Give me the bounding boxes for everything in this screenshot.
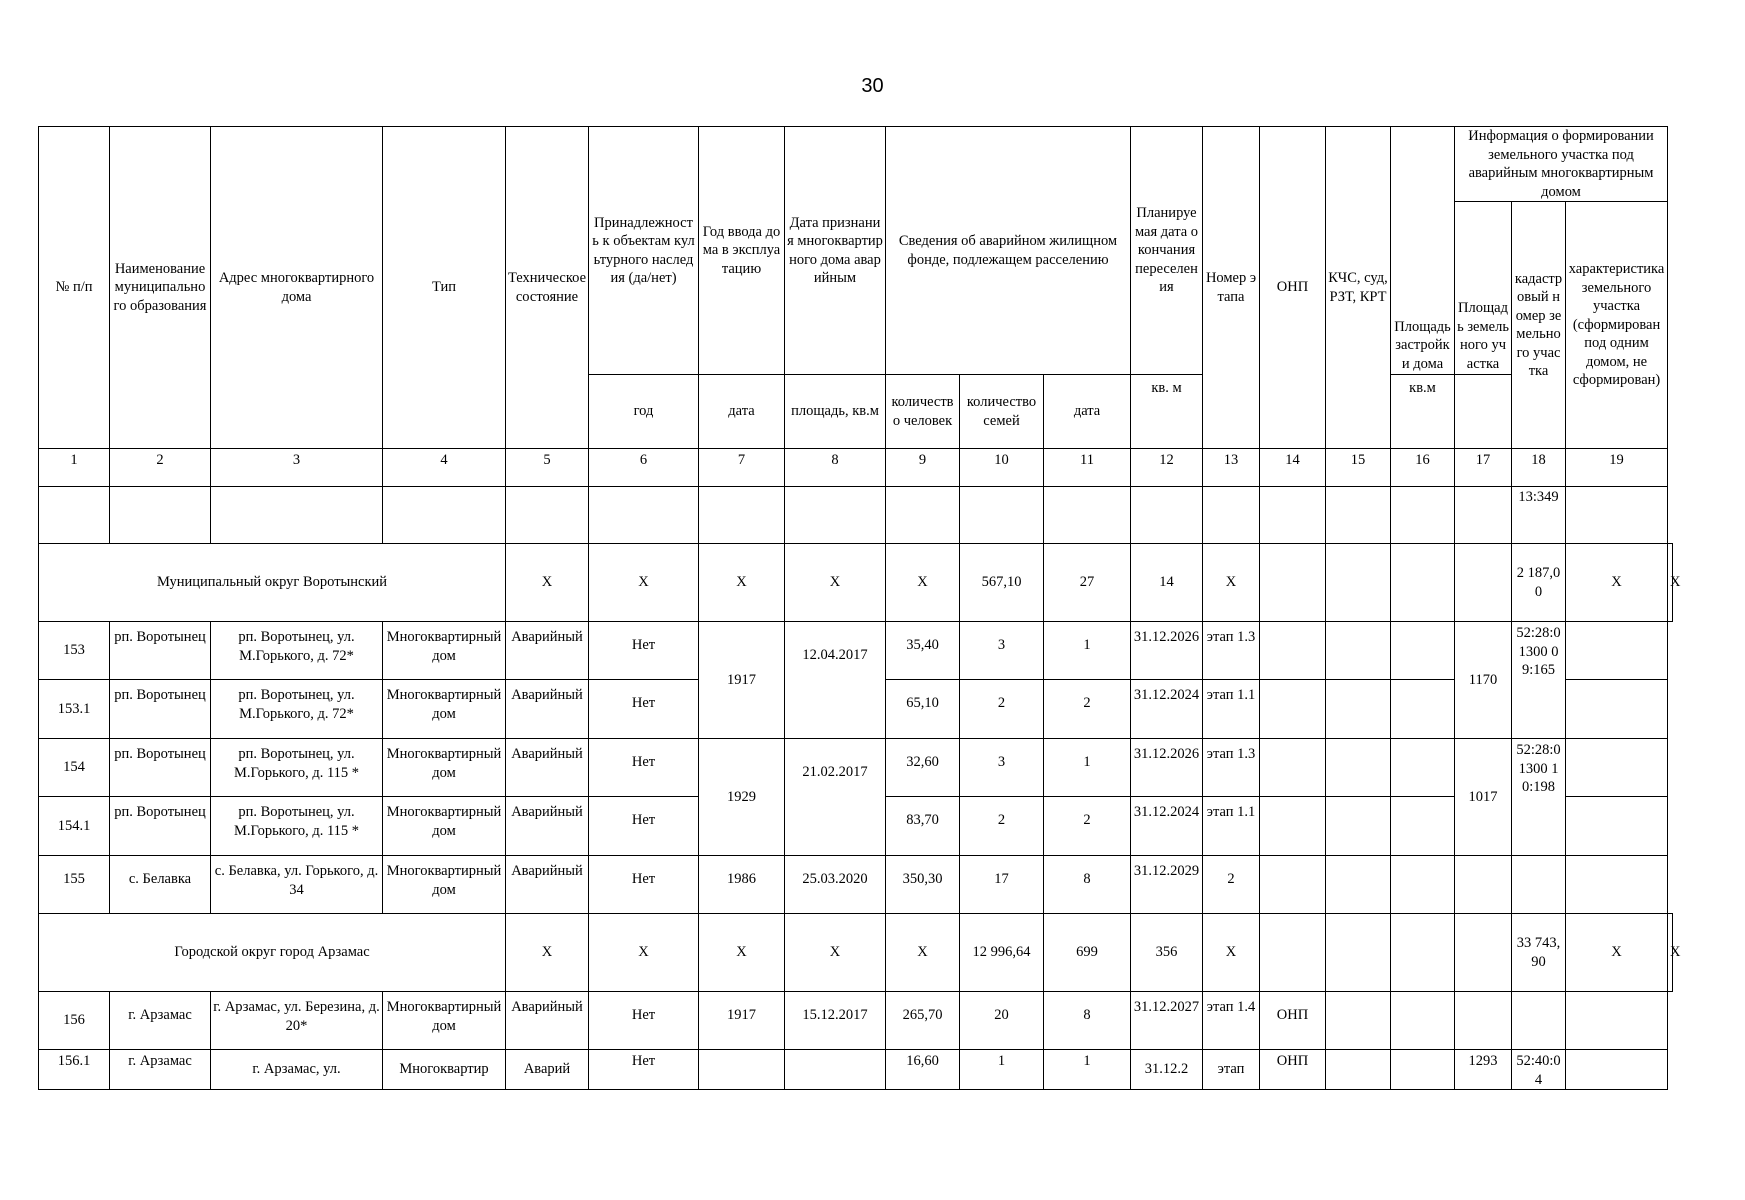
row-heritage: Нет bbox=[589, 1050, 699, 1090]
row-cadastral: 52:40:04 bbox=[1512, 1050, 1566, 1090]
header-number: № п/п bbox=[39, 127, 110, 449]
column-number: 10 bbox=[960, 449, 1044, 487]
row-year: 1917 bbox=[699, 622, 785, 739]
housing-registry-table bbox=[38, 126, 1681, 1090]
row-address: рп. Воротынец, ул. М.Горького, д. 72* bbox=[211, 622, 383, 680]
row-area: 350,30 bbox=[886, 856, 960, 914]
row-onp: ОНП bbox=[1260, 992, 1326, 1050]
table-row bbox=[39, 856, 1673, 914]
row-onp bbox=[1260, 680, 1326, 739]
cell bbox=[1391, 914, 1455, 992]
row-land-characteristic bbox=[1566, 622, 1668, 680]
row-recog-date bbox=[785, 1050, 886, 1090]
table-row bbox=[39, 1050, 1673, 1090]
table-row bbox=[39, 992, 1673, 1050]
row-number: 154 bbox=[39, 739, 110, 797]
row-kchs bbox=[1326, 622, 1391, 680]
row-people: 3 bbox=[960, 739, 1044, 797]
row-area: 83,70 bbox=[886, 797, 960, 856]
row-state: Аварийный bbox=[506, 680, 589, 739]
column-number: 7 bbox=[699, 449, 785, 487]
column-number: 9 bbox=[886, 449, 960, 487]
row-number: 156 bbox=[39, 992, 110, 1050]
group-cadastral: X bbox=[1566, 544, 1668, 622]
row-kchs bbox=[1326, 680, 1391, 739]
row-planned-date: 31.12.2026 bbox=[1131, 622, 1203, 680]
cell bbox=[1203, 487, 1260, 544]
group-land-characteristic: X bbox=[1668, 914, 1673, 992]
row-kchs bbox=[1326, 856, 1391, 914]
row-heritage: Нет bbox=[589, 680, 699, 739]
group-type: X bbox=[506, 544, 589, 622]
row-planned-date: 31.12.2024 bbox=[1131, 797, 1203, 856]
row-land-characteristic bbox=[1566, 856, 1668, 914]
row-cadastral: 52:28:01300 10:198 bbox=[1512, 739, 1566, 856]
group-name: Муниципальный округ Воротынский bbox=[39, 544, 506, 622]
column-number: 14 bbox=[1260, 449, 1326, 487]
group-planned-date: X bbox=[1203, 914, 1260, 992]
column-number: 18 bbox=[1512, 449, 1566, 487]
cell bbox=[886, 487, 960, 544]
row-year: 1917 bbox=[699, 992, 785, 1050]
header-municipality: Наименование муниципального образования bbox=[110, 127, 211, 449]
cell bbox=[1455, 914, 1512, 992]
row-area: 265,70 bbox=[886, 992, 960, 1050]
row-state: Аварийный bbox=[506, 622, 589, 680]
row-people: 2 bbox=[960, 680, 1044, 739]
group-row bbox=[39, 544, 1673, 622]
group-recog-date: X bbox=[886, 544, 960, 622]
row-stage: этап 1.3 bbox=[1203, 739, 1260, 797]
header-emergency-fund: Сведения об аварийном жилищном фонде, подлежащем расселению bbox=[886, 127, 1131, 375]
row-kchs bbox=[1326, 992, 1391, 1050]
column-number: 1 bbox=[39, 449, 110, 487]
cell bbox=[211, 487, 383, 544]
cell bbox=[110, 487, 211, 544]
header-sub-families: количество семей bbox=[960, 375, 1044, 449]
row-cadastral bbox=[1512, 856, 1566, 914]
cell bbox=[785, 487, 886, 544]
row-land-area: 1170 bbox=[1455, 622, 1512, 739]
row-building-area bbox=[1391, 622, 1455, 680]
row-state: Аварийный bbox=[506, 797, 589, 856]
group-area: 567,10 bbox=[960, 544, 1044, 622]
column-number: 5 bbox=[506, 449, 589, 487]
row-people: 3 bbox=[960, 622, 1044, 680]
row-land-area bbox=[1455, 992, 1512, 1050]
header-heritage: Принадлежность к объектам культурного наследия (да/нет) bbox=[589, 127, 699, 375]
table-row bbox=[39, 622, 1673, 680]
row-heritage: Нет bbox=[589, 622, 699, 680]
row-kchs bbox=[1326, 739, 1391, 797]
row-municipality: рп. Воротынец bbox=[110, 797, 211, 856]
group-people: 699 bbox=[1044, 914, 1131, 992]
column-number: 17 bbox=[1455, 449, 1512, 487]
row-state: Аварийный bbox=[506, 992, 589, 1050]
column-number: 6 bbox=[589, 449, 699, 487]
group-state: X bbox=[589, 544, 699, 622]
row-stage: 2 bbox=[1203, 856, 1260, 914]
header-onp: ОНП bbox=[1260, 127, 1326, 449]
header-sub-year: год bbox=[589, 375, 699, 449]
column-number: 8 bbox=[785, 449, 886, 487]
row-kchs bbox=[1326, 1050, 1391, 1090]
cell bbox=[1260, 544, 1326, 622]
row-land-area bbox=[1455, 856, 1512, 914]
row-families: 1 bbox=[1044, 622, 1131, 680]
row-onp bbox=[1260, 856, 1326, 914]
row-type: Многоквартирный дом bbox=[383, 856, 506, 914]
header-recognition-date: Дата признания многоквартирного дома аварийным bbox=[785, 127, 886, 375]
column-number: 12 bbox=[1131, 449, 1203, 487]
row-recog-date: 15.12.2017 bbox=[785, 992, 886, 1050]
row-onp bbox=[1260, 622, 1326, 680]
header-planned-date: Планируемая дата окончания переселения bbox=[1131, 127, 1203, 375]
row-number: 154.1 bbox=[39, 797, 110, 856]
cell bbox=[1260, 487, 1326, 544]
cell bbox=[1455, 544, 1512, 622]
row-families: 1 bbox=[1044, 739, 1131, 797]
group-people: 27 bbox=[1044, 544, 1131, 622]
cell bbox=[589, 487, 699, 544]
group-state: X bbox=[589, 914, 699, 992]
row-land-characteristic bbox=[1566, 680, 1668, 739]
group-land-area: 2 187,00 bbox=[1512, 544, 1566, 622]
group-heritage: X bbox=[699, 914, 785, 992]
row-year: 1929 bbox=[699, 739, 785, 856]
row-heritage: Нет bbox=[589, 992, 699, 1050]
row-area: 16,60 bbox=[886, 1050, 960, 1090]
header-stage: Номер этапа bbox=[1203, 127, 1260, 449]
header-cadastral: кадастровый номер земельного участка bbox=[1512, 202, 1566, 449]
row-onp: ОНП bbox=[1260, 1050, 1326, 1090]
cell bbox=[1326, 914, 1391, 992]
row-people: 17 bbox=[960, 856, 1044, 914]
group-year: X bbox=[785, 914, 886, 992]
header-kchs: КЧС, суд, РЗТ, КРТ bbox=[1326, 127, 1391, 449]
row-people: 2 bbox=[960, 797, 1044, 856]
header-type: Тип bbox=[383, 127, 506, 449]
group-type: X bbox=[506, 914, 589, 992]
column-number: 19 bbox=[1566, 449, 1668, 487]
row-type: Многоквартир bbox=[383, 1050, 506, 1090]
row-address: рп. Воротынец, ул. М.Горького, д. 72* bbox=[211, 680, 383, 739]
cell bbox=[1391, 544, 1455, 622]
header-sub-building-unit: кв. м bbox=[1131, 375, 1203, 449]
row-municipality: рп. Воротынец bbox=[110, 739, 211, 797]
row-families: 2 bbox=[1044, 680, 1131, 739]
row-families: 8 bbox=[1044, 856, 1131, 914]
row-stage: этап 1.3 bbox=[1203, 622, 1260, 680]
group-families: 356 bbox=[1131, 914, 1203, 992]
row-area: 32,60 bbox=[886, 739, 960, 797]
group-cadastral: X bbox=[1566, 914, 1668, 992]
row-heritage: Нет bbox=[589, 739, 699, 797]
header-land-info: Информация о формировании земельного участка под аварийным многоквартирным домом bbox=[1455, 127, 1668, 202]
row-municipality: рп. Воротынец bbox=[110, 622, 211, 680]
group-families: 14 bbox=[1131, 544, 1203, 622]
cell bbox=[39, 487, 110, 544]
group-heritage: X bbox=[699, 544, 785, 622]
group-planned-date: X bbox=[1203, 544, 1260, 622]
row-onp bbox=[1260, 739, 1326, 797]
header-sub-area: площадь, кв.м bbox=[785, 375, 886, 449]
header-sub-land-unit: кв.м bbox=[1391, 375, 1455, 449]
row-building-area bbox=[1391, 856, 1455, 914]
row-cadastral: 52:28:01300 09:165 bbox=[1512, 622, 1566, 739]
row-land-characteristic bbox=[1566, 739, 1668, 797]
column-number: 2 bbox=[110, 449, 211, 487]
row-families: 8 bbox=[1044, 992, 1131, 1050]
column-number: 13 bbox=[1203, 449, 1260, 487]
row-type: Многоквартирный дом bbox=[383, 797, 506, 856]
carry-over-row bbox=[39, 487, 1673, 544]
row-planned-date: 31.12.2 bbox=[1131, 1050, 1203, 1090]
row-planned-date: 31.12.2027 bbox=[1131, 992, 1203, 1050]
row-planned-date: 31.12.2024 bbox=[1131, 680, 1203, 739]
row-building-area bbox=[1391, 739, 1455, 797]
row-building-area bbox=[1391, 992, 1455, 1050]
row-land-characteristic bbox=[1566, 1050, 1668, 1090]
row-municipality: г. Арзамас bbox=[110, 1050, 211, 1090]
row-number: 156.1 bbox=[39, 1050, 110, 1090]
row-cadastral bbox=[1512, 992, 1566, 1050]
row-heritage: Нет bbox=[589, 797, 699, 856]
row-planned-date: 31.12.2026 bbox=[1131, 739, 1203, 797]
cell bbox=[960, 487, 1044, 544]
row-state: Аварийный bbox=[506, 739, 589, 797]
row-stage: этап 1.1 bbox=[1203, 680, 1260, 739]
row-recog-date: 12.04.2017 bbox=[785, 622, 886, 739]
row-area: 65,10 bbox=[886, 680, 960, 739]
row-kchs bbox=[1326, 797, 1391, 856]
table-row bbox=[39, 739, 1673, 797]
row-address: рп. Воротынец, ул. М.Горького, д. 115 * bbox=[211, 797, 383, 856]
header-sub-planned-date: дата bbox=[1044, 375, 1131, 449]
row-state: Аварий bbox=[506, 1050, 589, 1090]
row-planned-date: 31.12.2029 bbox=[1131, 856, 1203, 914]
header-year-built: Год ввода дома в эксплуатацию bbox=[699, 127, 785, 375]
header-sub-date: дата bbox=[699, 375, 785, 449]
cell bbox=[1260, 914, 1326, 992]
row-state: Аварийный bbox=[506, 856, 589, 914]
row-land-characteristic bbox=[1566, 992, 1668, 1050]
row-stage: этап 1.1 bbox=[1203, 797, 1260, 856]
column-number: 4 bbox=[383, 449, 506, 487]
group-recog-date: X bbox=[886, 914, 960, 992]
header-land-characteristic: характеристика земельного участка (сформирован под одним домом, не сформирован) bbox=[1566, 202, 1668, 449]
row-address: рп. Воротынец, ул. М.Горького, д. 115 * bbox=[211, 739, 383, 797]
cell bbox=[1566, 487, 1668, 544]
cadastral-number: 13:349 bbox=[1512, 487, 1566, 544]
row-heritage: Нет bbox=[589, 856, 699, 914]
group-land-area: 33 743,90 bbox=[1512, 914, 1566, 992]
row-address: г. Арзамас, ул. Березина, д. 20* bbox=[211, 992, 383, 1050]
header-address: Адрес многоквартирного дома bbox=[211, 127, 383, 449]
cell bbox=[383, 487, 506, 544]
group-year: X bbox=[785, 544, 886, 622]
row-type: Многоквартирный дом bbox=[383, 622, 506, 680]
group-area: 12 996,64 bbox=[960, 914, 1044, 992]
column-number: 16 bbox=[1391, 449, 1455, 487]
cell bbox=[1455, 487, 1512, 544]
row-address: г. Арзамас, ул. bbox=[211, 1050, 383, 1090]
row-people: 1 bbox=[960, 1050, 1044, 1090]
row-area: 35,40 bbox=[886, 622, 960, 680]
row-type: Многоквартирный дом bbox=[383, 739, 506, 797]
cell bbox=[1391, 487, 1455, 544]
header-tech-state: Техническое состояние bbox=[506, 127, 589, 449]
row-number: 153 bbox=[39, 622, 110, 680]
column-numbers-row bbox=[39, 449, 1673, 487]
row-building-area bbox=[1391, 680, 1455, 739]
row-families: 1 bbox=[1044, 1050, 1131, 1090]
row-land-area: 1293 bbox=[1455, 1050, 1512, 1090]
column-number: 3 bbox=[211, 449, 383, 487]
row-year: 1986 bbox=[699, 856, 785, 914]
row-type: Многоквартирный дом bbox=[383, 680, 506, 739]
row-land-area: 1017 bbox=[1455, 739, 1512, 856]
row-recog-date: 25.03.2020 bbox=[785, 856, 886, 914]
header-land-area: Площадь земельного участка bbox=[1455, 202, 1512, 375]
cell bbox=[1044, 487, 1131, 544]
row-building-area bbox=[1391, 1050, 1455, 1090]
row-land-characteristic bbox=[1566, 797, 1668, 856]
row-stage: этап bbox=[1203, 1050, 1260, 1090]
header-sub-people: количество человек bbox=[886, 375, 960, 449]
page-number: 30 bbox=[861, 75, 884, 97]
row-recog-date: 21.02.2017 bbox=[785, 739, 886, 856]
cell bbox=[1131, 487, 1203, 544]
cell bbox=[699, 487, 785, 544]
row-number: 155 bbox=[39, 856, 110, 914]
row-families: 2 bbox=[1044, 797, 1131, 856]
column-number: 11 bbox=[1044, 449, 1131, 487]
group-row bbox=[39, 914, 1673, 992]
header-building-area: Площадь застройки дома bbox=[1391, 127, 1455, 375]
row-people: 20 bbox=[960, 992, 1044, 1050]
column-number: 15 bbox=[1326, 449, 1391, 487]
cell bbox=[506, 487, 589, 544]
row-address: с. Белавка, ул. Горького, д. 34 bbox=[211, 856, 383, 914]
row-number: 153.1 bbox=[39, 680, 110, 739]
cell bbox=[1326, 487, 1391, 544]
row-stage: этап 1.4 bbox=[1203, 992, 1260, 1050]
row-municipality: г. Арзамас bbox=[110, 992, 211, 1050]
row-municipality: с. Белавка bbox=[110, 856, 211, 914]
cell bbox=[1326, 544, 1391, 622]
group-name: Городской округ город Арзамас bbox=[39, 914, 506, 992]
row-year bbox=[699, 1050, 785, 1090]
row-municipality: рп. Воротынец bbox=[110, 680, 211, 739]
row-building-area bbox=[1391, 797, 1455, 856]
row-type: Многоквартирный дом bbox=[383, 992, 506, 1050]
group-land-characteristic: X bbox=[1668, 544, 1673, 622]
row-onp bbox=[1260, 797, 1326, 856]
